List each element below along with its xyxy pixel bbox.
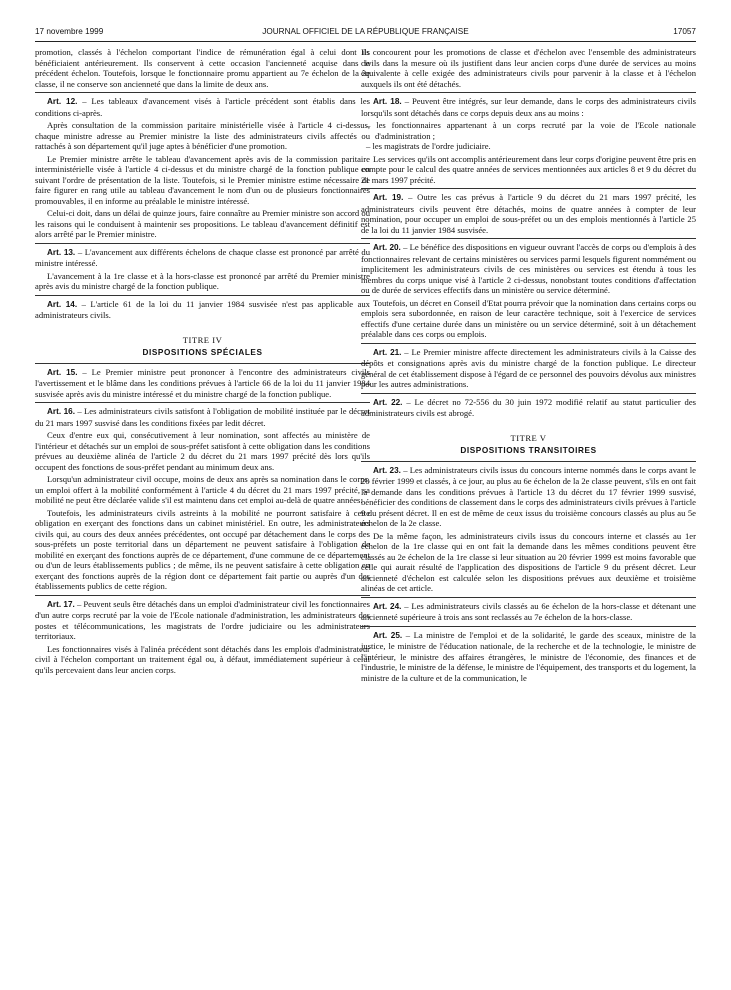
paragraph: Toutefois, les administrateurs civils astreints à la mobilité ne pourront satisfaire à cette obligation en exerçant des fonctions dans un cabinet ministériel. En outre, les administrateurs civils qui, au cours des deux années précédentes, ont occupé par détachement dans le corps des sous-préfets un poste territorial dans un département ne peuvent satisfaire à l'obligation de mobilité en exerçant des fonctions auprès de ce département, d'une commune de ce département ou d'un de leurs établissements publics ; de même, ils ne peuvent satisfaire à cette obligation en exerçant des fonctions auprès de la région dont ce département fait partie ou auprès d'un des établissements publics de cette région. bbox=[35, 507, 370, 591]
article-separator bbox=[361, 626, 696, 627]
article-label: Art. 25. bbox=[373, 630, 403, 640]
article-label: Art. 19. bbox=[373, 193, 404, 202]
article-separator bbox=[35, 295, 370, 296]
paragraph: L'avancement à la 1re classe et à la hors-classe est prononcé par arrêté du Premier ministre après avis du ministre chargé de la fonction publique. bbox=[35, 270, 370, 291]
article-separator bbox=[35, 402, 370, 403]
article-24: Art. 24. – Les administrateurs civils classés au 6e échelon de la hors-classe et détenant une ancienneté supérieure à trois ans sont reclassés au 7e échelon de la hors-classe. bbox=[361, 600, 696, 622]
article-13: Art. 13. – L'avancement aux différents échelons de chaque classe est prononcé par arrêté du ministre intéressé. bbox=[35, 246, 370, 268]
article-19: Art. 19. – Outre les cas prévus à l'article 9 du décret du 21 mars 1997 précité, les administrateurs civils peuvent être détachés, moins de quatre années à compter de leur nomination, pour occuper un emploi de sous-préfet ou un des emplois mentionnés à l'article 25 de la loi du 11 janvier 1984 susvisée. bbox=[361, 192, 696, 235]
article-label: Art. 23. bbox=[373, 465, 401, 475]
article-22: Art. 22. – Le décret no 72-556 du 30 juin 1972 modifié relatif au statut particulier des administrateurs civils est abrogé. bbox=[361, 396, 696, 418]
article-separator bbox=[361, 188, 696, 189]
article-separator bbox=[35, 363, 370, 364]
section-subtitle: DISPOSITIONS SPÉCIALES bbox=[142, 348, 263, 357]
paragraph: promotion, classés à l'échelon comportant l'indice de rémunération égal à celui dont ils bénéficiaient antérieurement. Ils conservent à cette occasion l'ancienneté acquise dans le précédent échelon. Toutefois, lorsque le fonctionnaire promu appartient au 7e échelon de la 2e classe, il ne conserve son ancienneté que dans la limite de deux ans. bbox=[35, 47, 370, 89]
article-20: Art. 20. – Le bénéfice des dispositions en vigueur ouvrant l'accès de corps ou d'emplois à des fonctionnaires relevant de certains ministères ou services parmi lesquels figurent nommément ou implicitement les administrateurs civils de ces ministères ou services est étendu à tous les membres du corps unique visé à l'article 2 ci-dessus, nonobstant toutes conditions d'affectation ou de durée de services effectifs dans un ministère ou service déterminé. bbox=[361, 242, 696, 295]
article-separator bbox=[35, 243, 370, 244]
article-12: Art. 12. – Les tableaux d'avancement visés à l'article précédent sont établis dans les conditions ci-après. bbox=[35, 96, 370, 118]
article-16: Art. 16. – Les administrateurs civils satisfont à l'obligation de mobilité instituée par le décret du 21 mars 1997 susvisé dans les conditions fixées par ledit décret. bbox=[35, 406, 370, 428]
header-journal-title: JOURNAL OFFICIEL DE LA RÉPUBLIQUE FRANÇAISE bbox=[262, 27, 469, 36]
paragraph: Ceux d'entre eux qui, consécutivement à leur nomination, sont affectés au ministère de l'intérieur et détachés sur un emploi de sous-préfet satisfont à cette obligation dans les conditions prévues au deuxième alinéa de l'article 2 du décret du 21 mars 1997 précité dès lors qu'ils occupent des fonctions de sous-préfet pendant au minimum deux ans. bbox=[35, 430, 370, 472]
section-title: TITRE V bbox=[510, 432, 547, 443]
article-label: Art. 22. bbox=[373, 397, 403, 407]
article-label: Art. 16. bbox=[47, 407, 75, 416]
section-title: TITRE IV bbox=[182, 334, 223, 345]
article-label: Art. 15. bbox=[47, 367, 78, 377]
article-separator bbox=[361, 461, 696, 462]
left-column bbox=[35, 47, 370, 677]
paragraph: Toutefois, un décret en Conseil d'Etat pourra prévoir que la nomination dans certains corps ou emplois sera subordonnée, en raison de leur caractère technique, soit à l'exercice de services effectifs d'une certaine durée dans un ministère ou un service déterminé, soit à un détachement préalable dans ces corps ou emplois. bbox=[361, 297, 696, 339]
header-rule bbox=[35, 41, 696, 42]
article-label: Art. 14. bbox=[47, 299, 78, 309]
header-page-number: 17057 bbox=[673, 27, 696, 36]
header-date: 17 novembre 1999 bbox=[35, 27, 104, 36]
right-column bbox=[361, 47, 696, 685]
article-label: Art. 12. bbox=[47, 97, 78, 106]
article-15: Art. 15. – Le Premier ministre peut prononcer à l'encontre des administrateurs civils l'avertissement et le blâme dans les conditions prévues à l'article 66 de la loi du 11 janvier 1984 susvisée après avis du ministre intéressé et du ministre chargé de la fonction publique. bbox=[35, 366, 370, 399]
dash-list bbox=[361, 120, 696, 152]
article-separator bbox=[361, 343, 696, 344]
paragraph: Le Premier ministre arrête le tableau d'avancement après avis de la commission paritaire interministérielle visée à l'article 4 ci-dessus et du ministre chargé de la fonction publique en suivant l'ordre de présentation de la liste. Toutefois, si le Premier ministre estime nécessaire de faire figurer en rang utile au tableau d'avancement le nom d'un ou de plusieurs fonctionnaires promouvables, il en informe au préalable le ministre intéressé. bbox=[35, 153, 370, 206]
list-item: – les fonctionnaires appartenant à un corps recruté par la voie de l'Ecole nationale d'administration ; bbox=[366, 120, 696, 141]
list-item: – les magistrats de l'ordre judiciaire. bbox=[366, 141, 491, 151]
article-separator bbox=[35, 595, 370, 596]
article-label: Art. 13. bbox=[47, 247, 76, 257]
article-label: Art. 18. bbox=[373, 97, 402, 106]
article-separator bbox=[35, 92, 370, 93]
paragraph: Les fonctionnaires visés à l'alinéa précédent sont détachés dans les emplois d'administrateur civil à l'échelon comportant un traitement égal ou, à défaut, immédiatement supérieur à celui qu'ils percevaient dans leur ancien corps. bbox=[35, 643, 370, 675]
article-label: Art. 24. bbox=[373, 601, 402, 611]
paragraph: Celui-ci doit, dans un délai de quinze jours, faire connaître au Premier ministre son accord ou les raisons qui le conduisent à maintenir ses propositions. Le tableau d'avancement définitif est alors arrêté par le Premier ministre. bbox=[35, 208, 370, 239]
article-18: Art. 18. – Peuvent être intégrés, sur leur demande, dans le corps des administrateurs civils lorsqu'ils sont détachés dans ce corps depuis deux ans au moins : bbox=[361, 96, 697, 118]
article-separator bbox=[361, 238, 696, 239]
article-label: Art. 20. bbox=[373, 243, 401, 252]
page-header bbox=[35, 27, 696, 41]
article-separator bbox=[361, 597, 696, 598]
section-subtitle: DISPOSITIONS TRANSITOIRES bbox=[460, 446, 597, 455]
article-label: Art. 17. bbox=[47, 599, 75, 609]
article-14: Art. 14. – L'article 61 de la loi du 11 janvier 1984 susvisée n'est pas applicable aux administrateurs civils. bbox=[35, 298, 370, 320]
paragraph: Après consultation de la commission paritaire ministérielle visée à l'article 4 ci-dessus, chaque ministre adresse au Premier ministre la liste des administrateurs civils affectés ou rattachés à son département qu'il juge aptes à bénéficier d'une promotion. bbox=[35, 120, 370, 151]
paragraph: Les services qu'ils ont accomplis antérieurement dans leur corps d'origine peuvent être pris en compte pour le calcul des quatre années de services mentionnées aux articles 8 et 9 du décret du 21 mars 1997 précité. bbox=[361, 153, 696, 185]
article-separator bbox=[361, 92, 696, 93]
paragraph: Lorsqu'un administrateur civil occupe, moins de deux ans après sa nomination dans le corps, un emploi offert à la mobilité conformément à l'article 4 du décret du 21 mars 1997 précité, sa mobilité ne peut être déclarée valide s'il est maintenu dans cet emploi au-delà de quatre années. bbox=[35, 474, 370, 505]
article-label: Art. 21. bbox=[373, 347, 402, 357]
article-17: Art. 17. – Peuvent seuls être détachés dans un emploi d'administrateur civil les fonctionnaires d'un autre corps recruté par la voie de l'Ecole nationale d'administration, les administrateurs des postes et télécommunications, les magistrats de l'ordre judiciaire ou les administrateurs territoriaux. bbox=[35, 598, 370, 641]
paragraph: De la même façon, les administrateurs civils issus du concours interne et classés au 1er échelon de la 1re classe qui en ont fait la demande dans les mêmes conditions peuvent être classés au 2e échelon de la 1re classe si leur situation au 20 février 1999 est moins favorable que celle qui aurait résulté de l'application des dispositions de l'article 9 du présent décret. Leur ancienneté d'échelon est calculée selon les dispositions prévues aux deuxième et troisième alinéas de cet article. bbox=[361, 530, 696, 593]
article-21: Art. 21. – Le Premier ministre affecte directement les administrateurs civils à la Caisse des dépôts et consignations après avis du ministre chargé de la fonction publique. Le directeur général de cet établissement dispose à l'égard de ce personnel des pouvoirs dévolus aux ministres pour les autres administrations. bbox=[361, 346, 696, 389]
article-separator bbox=[361, 393, 696, 394]
paragraph: Ils concourent pour les promotions de classe et d'échelon avec l'ensemble des administrateurs civils dans la mesure où ils justifient dans leur ancien corps d'une durée de services au moins équivalente à celle exigée des administrateurs civils pour parvenir à la classe et à l'échelon auxquels ils ont été détachés. bbox=[361, 47, 696, 89]
article-23: Art. 23. – Les administrateurs civils issus du concours interne nommés dans le corps avant le 20 février 1999 et classés, à ce jour, au plus au 6e échelon de la 2e classe peuvent, s'ils en ont fait la demande dans les conditions prévues à l'article 13 du décret du 17 février 1999 susvisé, bénéficier des conditions de classement dans le corps des administrateurs civils prévues à l'article 9 du présent décret. Il en est de même de ceux issus du troisième concours classés au plus au 5e échelon de la 2e classe. bbox=[361, 464, 696, 528]
article-25: Art. 25. – La ministre de l'emploi et de la solidarité, le garde des sceaux, ministre de la justice, le ministre de l'éducation nationale, de la recherche et de la technologie, le ministre de l'intérieur, le ministre des affaires étrangères, le ministre de l'économie, des finances et de l'industrie, le ministre de la défense, le ministre de l'équipement, des transports et du logement, la ministre de la culture et de la communication, le bbox=[361, 629, 696, 683]
